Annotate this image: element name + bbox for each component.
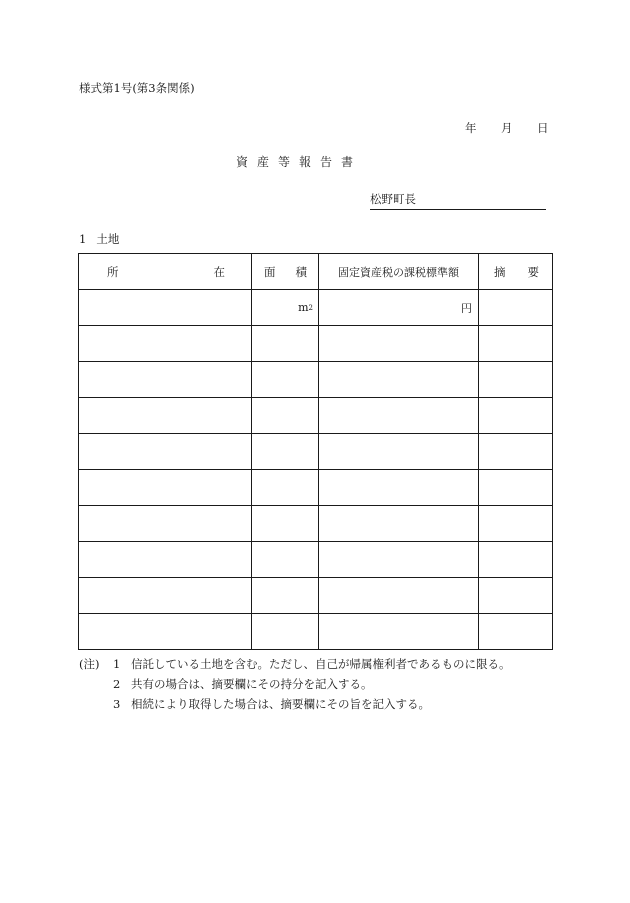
remarks-cell[interactable] [479,434,553,470]
table-row [79,398,553,434]
location-cell[interactable] [79,506,252,542]
tax-base-cell[interactable] [319,578,479,614]
header-tax-base-label: 固定資産税の課税標準額 [338,265,459,279]
tax-base-cell[interactable] [319,506,479,542]
header-location-right: 在 [213,264,225,279]
location-cell[interactable] [79,578,252,614]
section-label: 土地 [96,232,120,246]
table-header-row [79,254,553,290]
note-number: 1 [113,657,121,671]
tax-base-unit: 円 [461,301,472,315]
note-item [79,694,511,714]
notes [79,654,511,714]
location-cell[interactable] [79,398,252,434]
header-area-left: 面 [264,264,276,279]
section-number: 1 [79,232,87,246]
tax-base-cell[interactable] [319,470,479,506]
header-remarks-left: 摘 [494,264,506,279]
area-cell[interactable] [252,290,319,326]
form-number: 様式第1号(第3条関係) [79,81,195,95]
table-row [79,470,553,506]
header-area [252,254,319,290]
note-number: 2 [113,677,121,691]
document-title: 資産等報告書 [236,155,363,169]
tax-base-cell[interactable] [319,434,479,470]
location-cell[interactable] [79,326,252,362]
table-row [79,434,553,470]
tax-base-cell[interactable] [319,326,479,362]
area-cell[interactable] [252,470,319,506]
remarks-cell[interactable] [479,326,553,362]
area-cell[interactable] [252,398,319,434]
land-table [78,253,553,650]
remarks-cell[interactable] [479,398,553,434]
addressee: 松野町長 [370,191,546,210]
area-cell[interactable] [252,434,319,470]
area-cell[interactable] [252,362,319,398]
remarks-cell[interactable] [479,290,553,326]
tax-base-cell[interactable] [319,398,479,434]
date-month-label: 月 [501,121,513,135]
tax-base-cell[interactable] [319,542,479,578]
table-row [79,578,553,614]
header-location [79,254,252,290]
header-remarks-right: 要 [527,264,539,279]
location-cell[interactable] [79,614,252,650]
note-number: 3 [113,697,121,711]
section-heading [79,231,119,247]
table-row [79,542,553,578]
header-location-left: 所 [107,264,119,279]
remarks-cell[interactable] [479,362,553,398]
location-cell[interactable] [79,434,252,470]
area-cell[interactable] [252,326,319,362]
table-row [79,290,553,326]
table-row [79,326,553,362]
area-cell[interactable] [252,542,319,578]
location-cell[interactable] [79,362,252,398]
header-area-right: 積 [295,264,307,279]
location-cell[interactable] [79,290,252,326]
remarks-cell[interactable] [479,506,553,542]
table-row [79,506,553,542]
notes-prefix: (注) [79,657,100,671]
note-text: 共有の場合は、摘要欄にその持分を記入する。 [131,677,373,691]
tax-base-cell[interactable] [319,362,479,398]
location-cell[interactable] [79,470,252,506]
date-day-label: 日 [537,121,549,135]
tax-base-cell[interactable] [319,614,479,650]
date-year-label: 年 [465,121,477,135]
note-item [79,674,511,694]
area-cell[interactable] [252,578,319,614]
table-row [79,362,553,398]
note-text: 相続により取得した場合は、摘要欄にその旨を記入する。 [131,697,430,711]
header-tax-base [319,254,479,290]
table-row [79,614,553,650]
area-unit: m 2 [298,301,313,314]
header-remarks [479,254,553,290]
note-text: 信託している土地を含む。ただし、自己が帰属権利者であるものに限る。 [131,657,511,671]
remarks-cell[interactable] [479,578,553,614]
remarks-cell[interactable] [479,542,553,578]
area-cell[interactable] [252,506,319,542]
location-cell[interactable] [79,542,252,578]
note-item [79,654,511,674]
tax-base-cell[interactable] [319,290,479,326]
remarks-cell[interactable] [479,470,553,506]
remarks-cell[interactable] [479,614,553,650]
area-cell[interactable] [252,614,319,650]
